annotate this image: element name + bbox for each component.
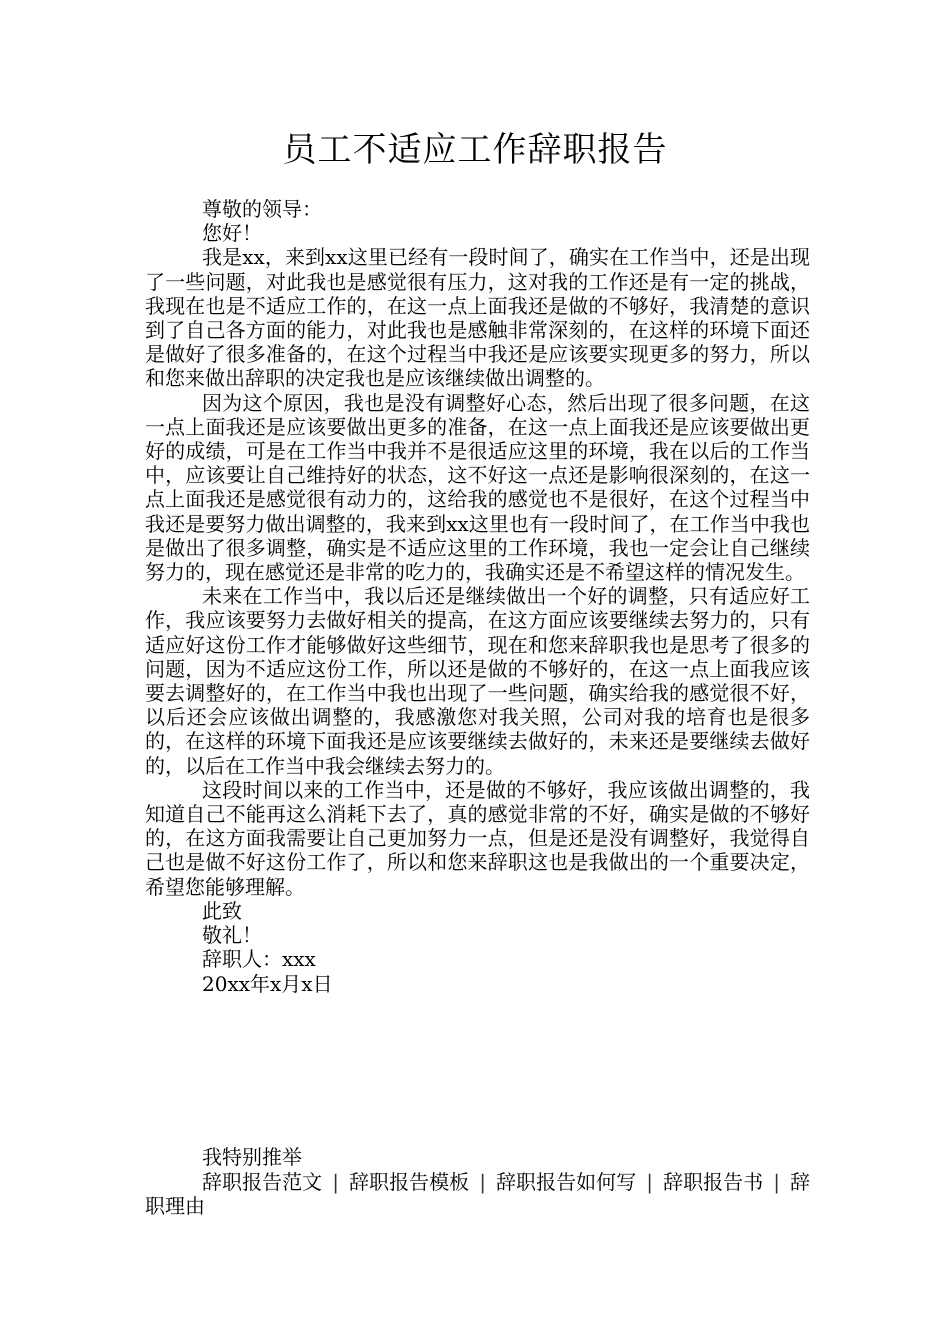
paragraph-4: 这段时间以来的工作当中，还是做的不够好，我应该做出调整的，我知道自己不能再这么消耗下去了，真的感觉非常的不好，确实是做的不够好的，在这方面我需要让自己更加努力一点，但是还是没有调整好，我觉得自己也是做不好这份工作了，所以和您来辞职这也是我做出的一个重要决定，希望您能够理解。: [145, 777, 810, 899]
paragraph-1: 我是xx，来到xx这里已经有一段时间了，确实在工作当中，还是出现了一些问题，对此我也是感觉很有压力，这对我的工作还是有一定的挑战，我现在也是不适应工作的，在这一点上面我还是做的不够好，我清楚的意识到了自己各方面的能力，对此我也是感触非常深刻的，在这样的环境下面还是做好了很多准备的，在这个过程当中我还是应该要实现更多的努力，所以和您来做出辞职的决定我也是应该继续做出调整的。: [145, 245, 810, 391]
separator: |: [332, 1169, 339, 1194]
recommend-link-2[interactable]: 辞职报告模板: [348, 1169, 470, 1194]
separator: |: [773, 1169, 780, 1194]
paragraph-3: 未来在工作当中，我以后还是继续做出一个好的调整，只有适应好工作，我应该要努力去做好相关的提高，在这方面应该要继续去努力的，只有适应好这份工作才能够做好这些细节，现在和您来辞职我也是思考了很多的问题，因为不适应这份工作，所以还是做的不够好的，在这一点上面我应该要去调整好的，在工作当中我也出现了一些问题，确实给我的感觉很不好，以后还会应该做出调整的，我感激您对我关照，公司对我的培育也是很多的，在这样的环境下面我还是应该要继续去做好的，未来还是要继续去做好的，以后在工作当中我会继续去努力的。: [145, 584, 810, 778]
recommend-link-5[interactable]: 辞职理由: [145, 1169, 811, 1218]
separator: |: [479, 1169, 486, 1194]
recommend-link-3[interactable]: 辞职报告如何写: [495, 1169, 637, 1194]
closing-line-1: 此致: [202, 898, 242, 923]
paragraph-2: 因为这个原因，我也是没有调整好心态，然后出现了很多问题，在这一点上面我还是应该要做出更多的准备，在这一点上面我还是应该要做出更好的成绩，可是在工作当中我并不是很适应这里的环境，我在以后的工作当中，应该要让自己维持好的状态，这不好这一点还是影响很深刻的，在这一点上面我还是感觉很有动力的，这给我的感觉也不是很好，在这个过程当中我还是要努力做出调整的，我来到xx这里也有一段时间了，在工作当中我也是做出了很多调整，确实是不适应这里的工作环境，我也一定会让自己继续努力的，现在感觉还是非常的吃力的，我确实还是不希望这样的情况发生。: [145, 390, 810, 585]
document-title: 员工不适应工作辞职报告: [282, 130, 668, 170]
recommend-link-1[interactable]: 辞职报告范文: [202, 1169, 323, 1194]
recommendations: [145, 1145, 810, 1219]
date: 20xx年x月x日: [202, 971, 333, 996]
separator: |: [646, 1169, 654, 1194]
greeting: 您好！: [202, 221, 262, 246]
recommend-list: [145, 1170, 810, 1219]
recommend-link-4[interactable]: 辞职报告书: [663, 1169, 764, 1194]
salutation: 尊敬的领导：: [202, 197, 322, 221]
closing-line-2: 敬礼！: [202, 923, 262, 948]
recommend-heading: 我特别推举: [202, 1145, 302, 1169]
letter-body: [145, 197, 810, 996]
signature: 辞职人：xxx: [202, 947, 316, 972]
